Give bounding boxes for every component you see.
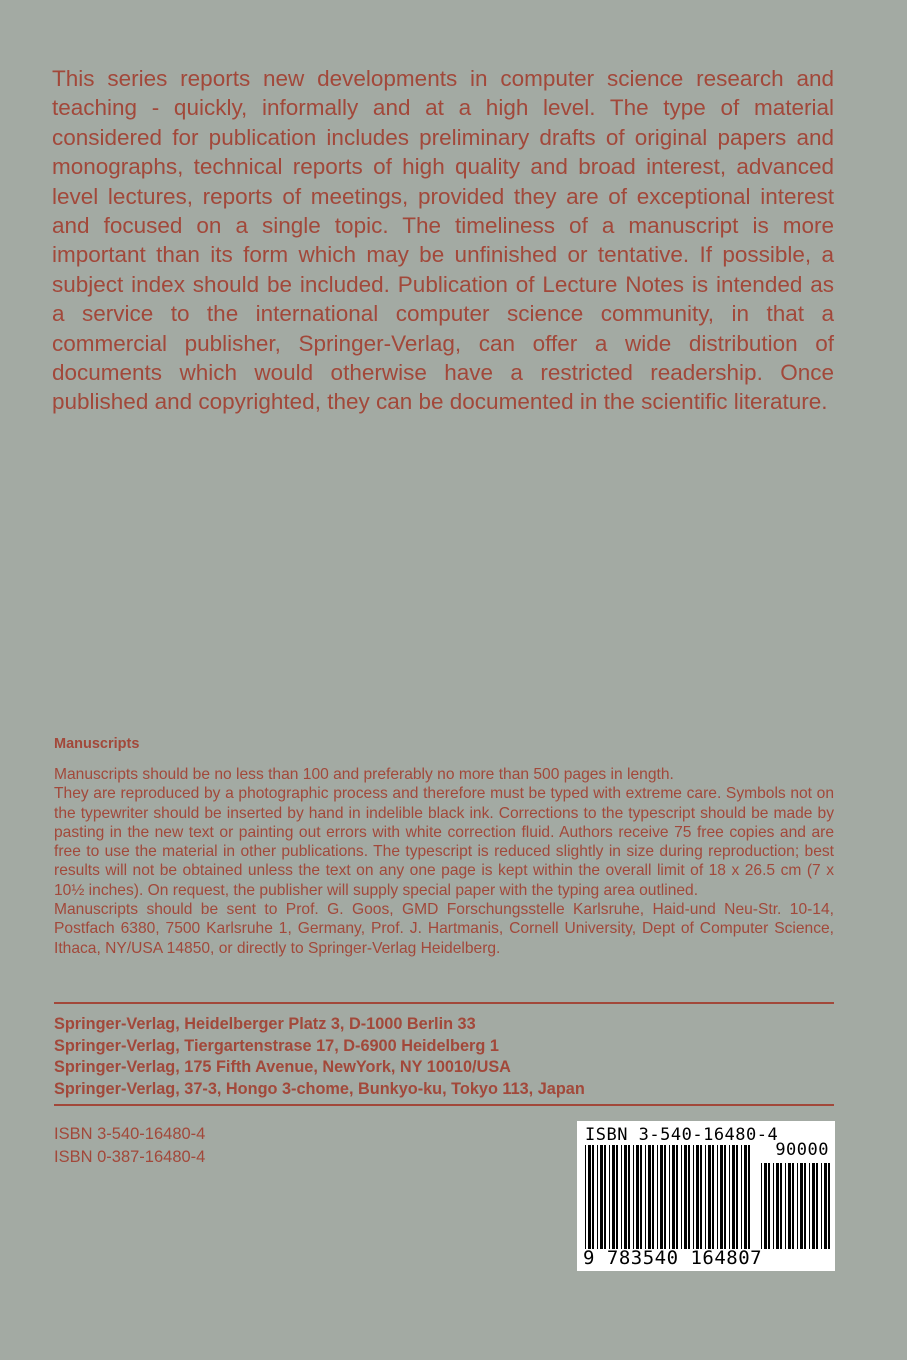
isbn-2: ISBN 0-387-16480-4 xyxy=(54,1148,206,1166)
address-heidelberg: Springer-Verlag, Tiergartenstrase 17, D-6900 Heidelberg 1 xyxy=(54,1036,499,1055)
isbn-list xyxy=(54,1123,205,1169)
publisher-addresses xyxy=(54,1014,834,1100)
manuscripts-heading: Manuscripts xyxy=(54,736,140,752)
divider-bottom xyxy=(54,1104,834,1106)
manuscripts-length-paragraph: Manuscripts should be no less than 100 and preferably no more than 500 pages in length. xyxy=(54,766,674,783)
manuscripts-section xyxy=(54,736,834,958)
manuscripts-submission-paragraph: Manuscripts should be sent to Prof. G. Goos, GMD Forschungsstelle Karlsruhe, Haid-und Neu-Str. 10-14, Postfach 6380, 7500 Karlsruhe 1, Germany, Prof. J. Hartmanis, Cornell University, Dept of Computer Science, Ithaca, NY/USA 14850, or directly to Springer-Verlag Heidelberg. xyxy=(54,901,834,957)
divider-top xyxy=(54,1002,834,1004)
isbn-1: ISBN 3-540-16480-4 xyxy=(54,1125,206,1143)
address-tokyo: Springer-Verlag, 37-3, Hongo 3-chome, Bunkyo-ku, Tokyo 113, Japan xyxy=(54,1079,585,1098)
barcode-ean-number: 9 783540 164807 xyxy=(583,1247,763,1269)
address-new-york: Springer-Verlag, 175 Fifth Avenue, NewYork, NY 10010/USA xyxy=(54,1058,511,1077)
manuscripts-typing-paragraph: They are reproduced by a photographic process and therefore must be typed with extreme care. Symbols not on the typewriter should be inserted by hand in indelible black ink. Corrections to the typescript should be made by pasting in the new text or painting out errors with white correction fluid. Authors receive 75 free copies and are free to use the material in other publications. The typescript is reduced slightly in size during reproduction; best results will not be obtained unless the text on any one page is kept within the overall limit of 18 x 26.5 cm (7 x 10½ inches). On request, the publisher will supply special paper with the typing area outlined. xyxy=(54,785,834,899)
address-berlin: Springer-Verlag, Heidelberger Platz 3, D-1000 Berlin 33 xyxy=(54,1015,476,1033)
barcode-isbn-label: ISBN 3-540-16480-4 xyxy=(585,1125,779,1145)
series-description: This series reports new developments in computer science research and teaching - quickly, informally and at a high level. The type of material considered for publication includes preliminary drafts of original papers and monographs, technical reports of high quality and broad interest, advanced level lectures, reports of meetings, provided they are of exceptional interest and focused on a single topic. The timeliness of a manuscript is more important than its form which may be unfinished or tentative. If possible, a subject index should be included. Publication of Lecture Notes is intended as a service to the international computer science community, in that a commercial publisher, Springer-Verlag, can offer a wide distribution of documents which would otherwise have a restricted readership. Once published and copyrighted, they can be documented in the scientific literature. xyxy=(52,66,834,415)
barcode-addon-number: 90000 xyxy=(775,1140,829,1160)
barcode xyxy=(577,1121,835,1271)
